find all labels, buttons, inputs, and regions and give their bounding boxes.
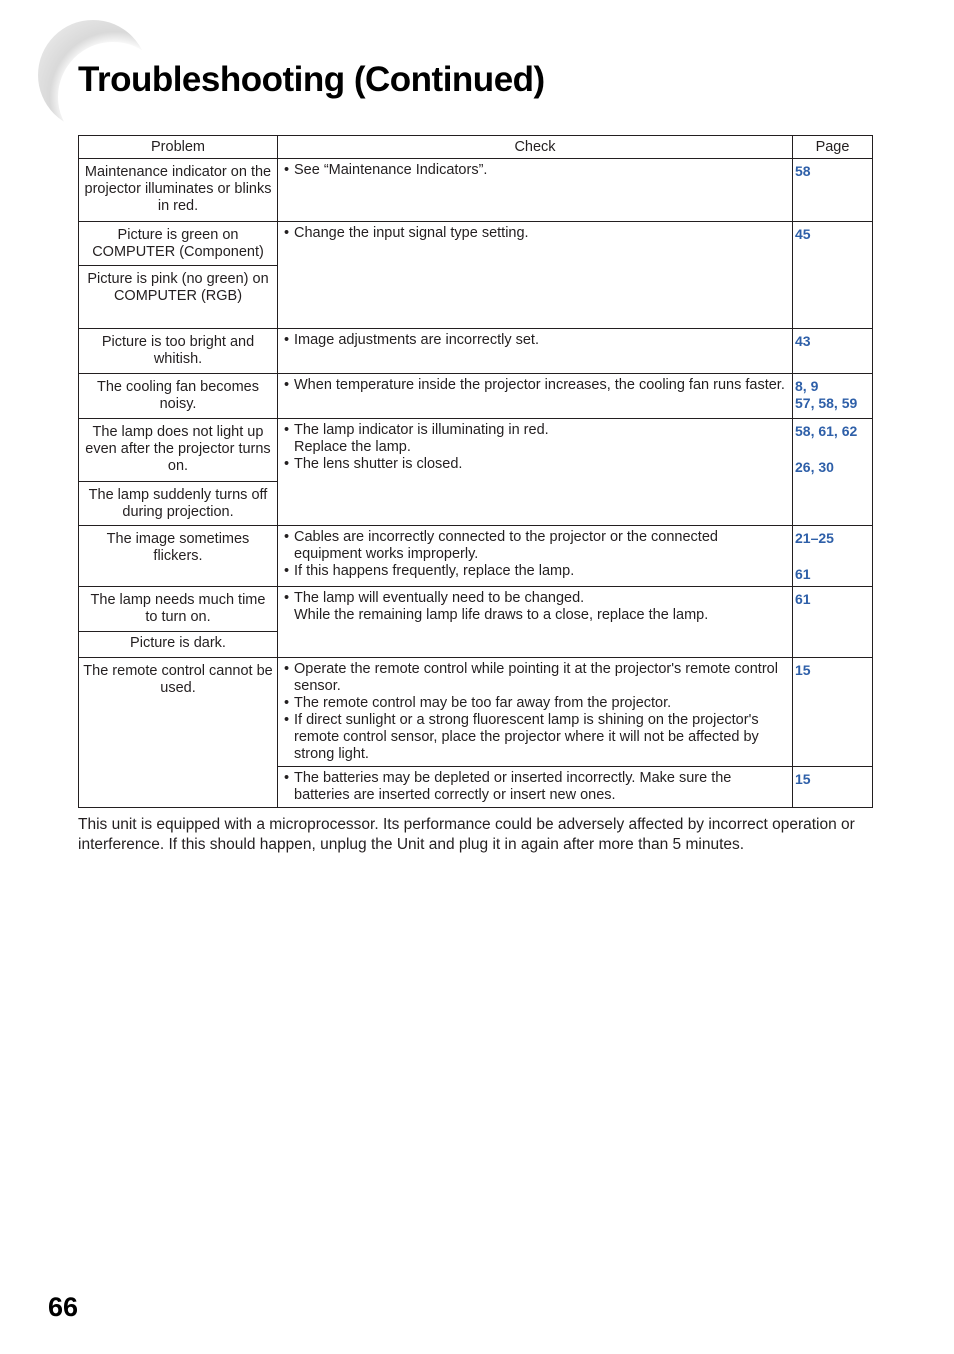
page-cell <box>793 658 873 767</box>
page-link[interactable]: 15 <box>795 662 811 678</box>
table-row <box>79 419 873 482</box>
page-cell <box>793 329 873 374</box>
problem-cell: The lamp suddenly turns off during projection. <box>79 482 278 526</box>
problem-cell: Picture is pink (no green) on COMPUTER (RGB) <box>79 266 278 329</box>
problem-cell: The remote control cannot be used. <box>79 658 278 808</box>
check-item: The batteries may be depleted or inserted incorrectly. Make sure the batteries are inserted correctly or insert new ones. <box>294 770 732 803</box>
check-item: Operate the remote control while pointing it at the projector's remote control sensor. <box>294 661 778 694</box>
check-cell: • The batteries may be depleted or inserted incorrectly. Make sure the batteries are inserted correctly or insert new ones. <box>278 767 793 808</box>
check-cell: • When temperature inside the projector increases, the cooling fan runs faster. <box>278 374 793 419</box>
check-cell: • The lamp will eventually need to be changed. While the remaining lamp life draws to a close, replace the lamp. <box>278 587 793 658</box>
page-link[interactable]: 61 <box>795 566 811 582</box>
column-header-page: Page <box>793 136 873 159</box>
check-item: While the remaining lamp life draws to a close, replace the lamp. <box>294 607 709 623</box>
problem-cell: The lamp does not light up even after the projector turns on. <box>79 419 278 482</box>
page-link[interactable]: 58 <box>795 163 811 179</box>
problem-cell: Picture is too bright and whitish. <box>79 329 278 374</box>
table-header-row <box>79 136 873 159</box>
problem-cell: Picture is dark. <box>79 632 278 658</box>
check-item: The lamp indicator is illuminating in red. <box>294 422 549 438</box>
page-title: Troubleshooting (Continued) <box>78 60 545 99</box>
check-cell: • See “Maintenance Indicators”. <box>278 159 793 222</box>
check-item: The remote control may be too far away from the projector. <box>294 695 672 711</box>
check-cell: • Operate the remote control while pointing it at the projector's remote control sensor. • The remote control may be too far away from the projector. • If direct sunlight or a strong fluorescent lamp is shining on the projector's remote control sensor, place the projector where it will not be affected by strong light. <box>278 658 793 767</box>
check-cell: • Cables are incorrectly connected to the projector or the connected equipment works improperly. • If this happens frequently, replace the lamp. <box>278 526 793 587</box>
check-item: If this happens frequently, replace the lamp. <box>294 563 575 579</box>
page-cell <box>793 374 873 419</box>
table-row <box>79 374 873 419</box>
check-cell: • Change the input signal type setting. <box>278 222 793 329</box>
page-link[interactable]: 21–25 <box>795 530 834 546</box>
column-header-check: Check <box>278 136 793 159</box>
page-link[interactable]: 61 <box>795 591 811 607</box>
table-row <box>79 526 873 587</box>
table-row <box>79 159 873 222</box>
page-link[interactable]: 26, 30 <box>795 459 834 475</box>
table-row <box>79 587 873 632</box>
microprocessor-note: This unit is equipped with a microprocessor. Its performance could be adversely affected by incorrect operation or interference. If this should happen, unplug the Unit and plug it in again after more than 5 minutes. <box>78 816 855 853</box>
page-cell <box>793 526 873 587</box>
page-number: 66 <box>48 1292 79 1322</box>
check-cell: • The lamp indicator is illuminating in red. Replace the lamp. • The lens shutter is closed. <box>278 419 793 526</box>
page-link[interactable]: 43 <box>795 333 811 349</box>
check-item: When temperature inside the projector increases, the cooling fan runs faster. <box>294 377 785 393</box>
check-item: Replace the lamp. <box>294 439 411 455</box>
page-link[interactable]: 8, 9 <box>795 378 819 394</box>
check-item: Change the input signal type setting. <box>294 225 529 241</box>
check-item: If direct sunlight or a strong fluorescent lamp is shining on the projector's remote control sensor, place the projector where it will not be affected by strong light. <box>294 712 759 762</box>
check-item: Image adjustments are incorrectly set. <box>294 332 539 348</box>
page-cell <box>793 419 873 526</box>
page-cell <box>793 222 873 329</box>
check-cell: • Image adjustments are incorrectly set. <box>278 329 793 374</box>
page-link[interactable]: 58, 61, 62 <box>795 423 858 439</box>
page-cell <box>793 587 873 658</box>
table-row <box>79 658 873 767</box>
page-link[interactable]: 15 <box>795 771 811 787</box>
table-row <box>79 222 873 266</box>
check-item: The lens shutter is closed. <box>294 456 463 472</box>
check-item: The lamp will eventually need to be changed. <box>294 590 585 606</box>
troubleshooting-table <box>78 135 873 808</box>
column-header-problem: Problem <box>79 136 278 159</box>
page-cell <box>793 159 873 222</box>
problem-cell: The lamp needs much time to turn on. <box>79 587 278 632</box>
page-link[interactable]: 57, 58, 59 <box>795 395 858 411</box>
page-link[interactable]: 45 <box>795 226 811 242</box>
check-item: Cables are incorrectly connected to the projector or the connected equipment works improperly. <box>294 529 718 562</box>
problem-cell: Maintenance indicator on the projector illuminates or blinks in red. <box>79 159 278 222</box>
table-row <box>79 329 873 374</box>
page-cell <box>793 767 873 808</box>
problem-cell: Picture is green on COMPUTER (Component) <box>79 222 278 266</box>
problem-cell: The image sometimes flickers. <box>79 526 278 587</box>
check-item: See “Maintenance Indicators”. <box>294 162 488 178</box>
problem-cell: The cooling fan becomes noisy. <box>79 374 278 419</box>
